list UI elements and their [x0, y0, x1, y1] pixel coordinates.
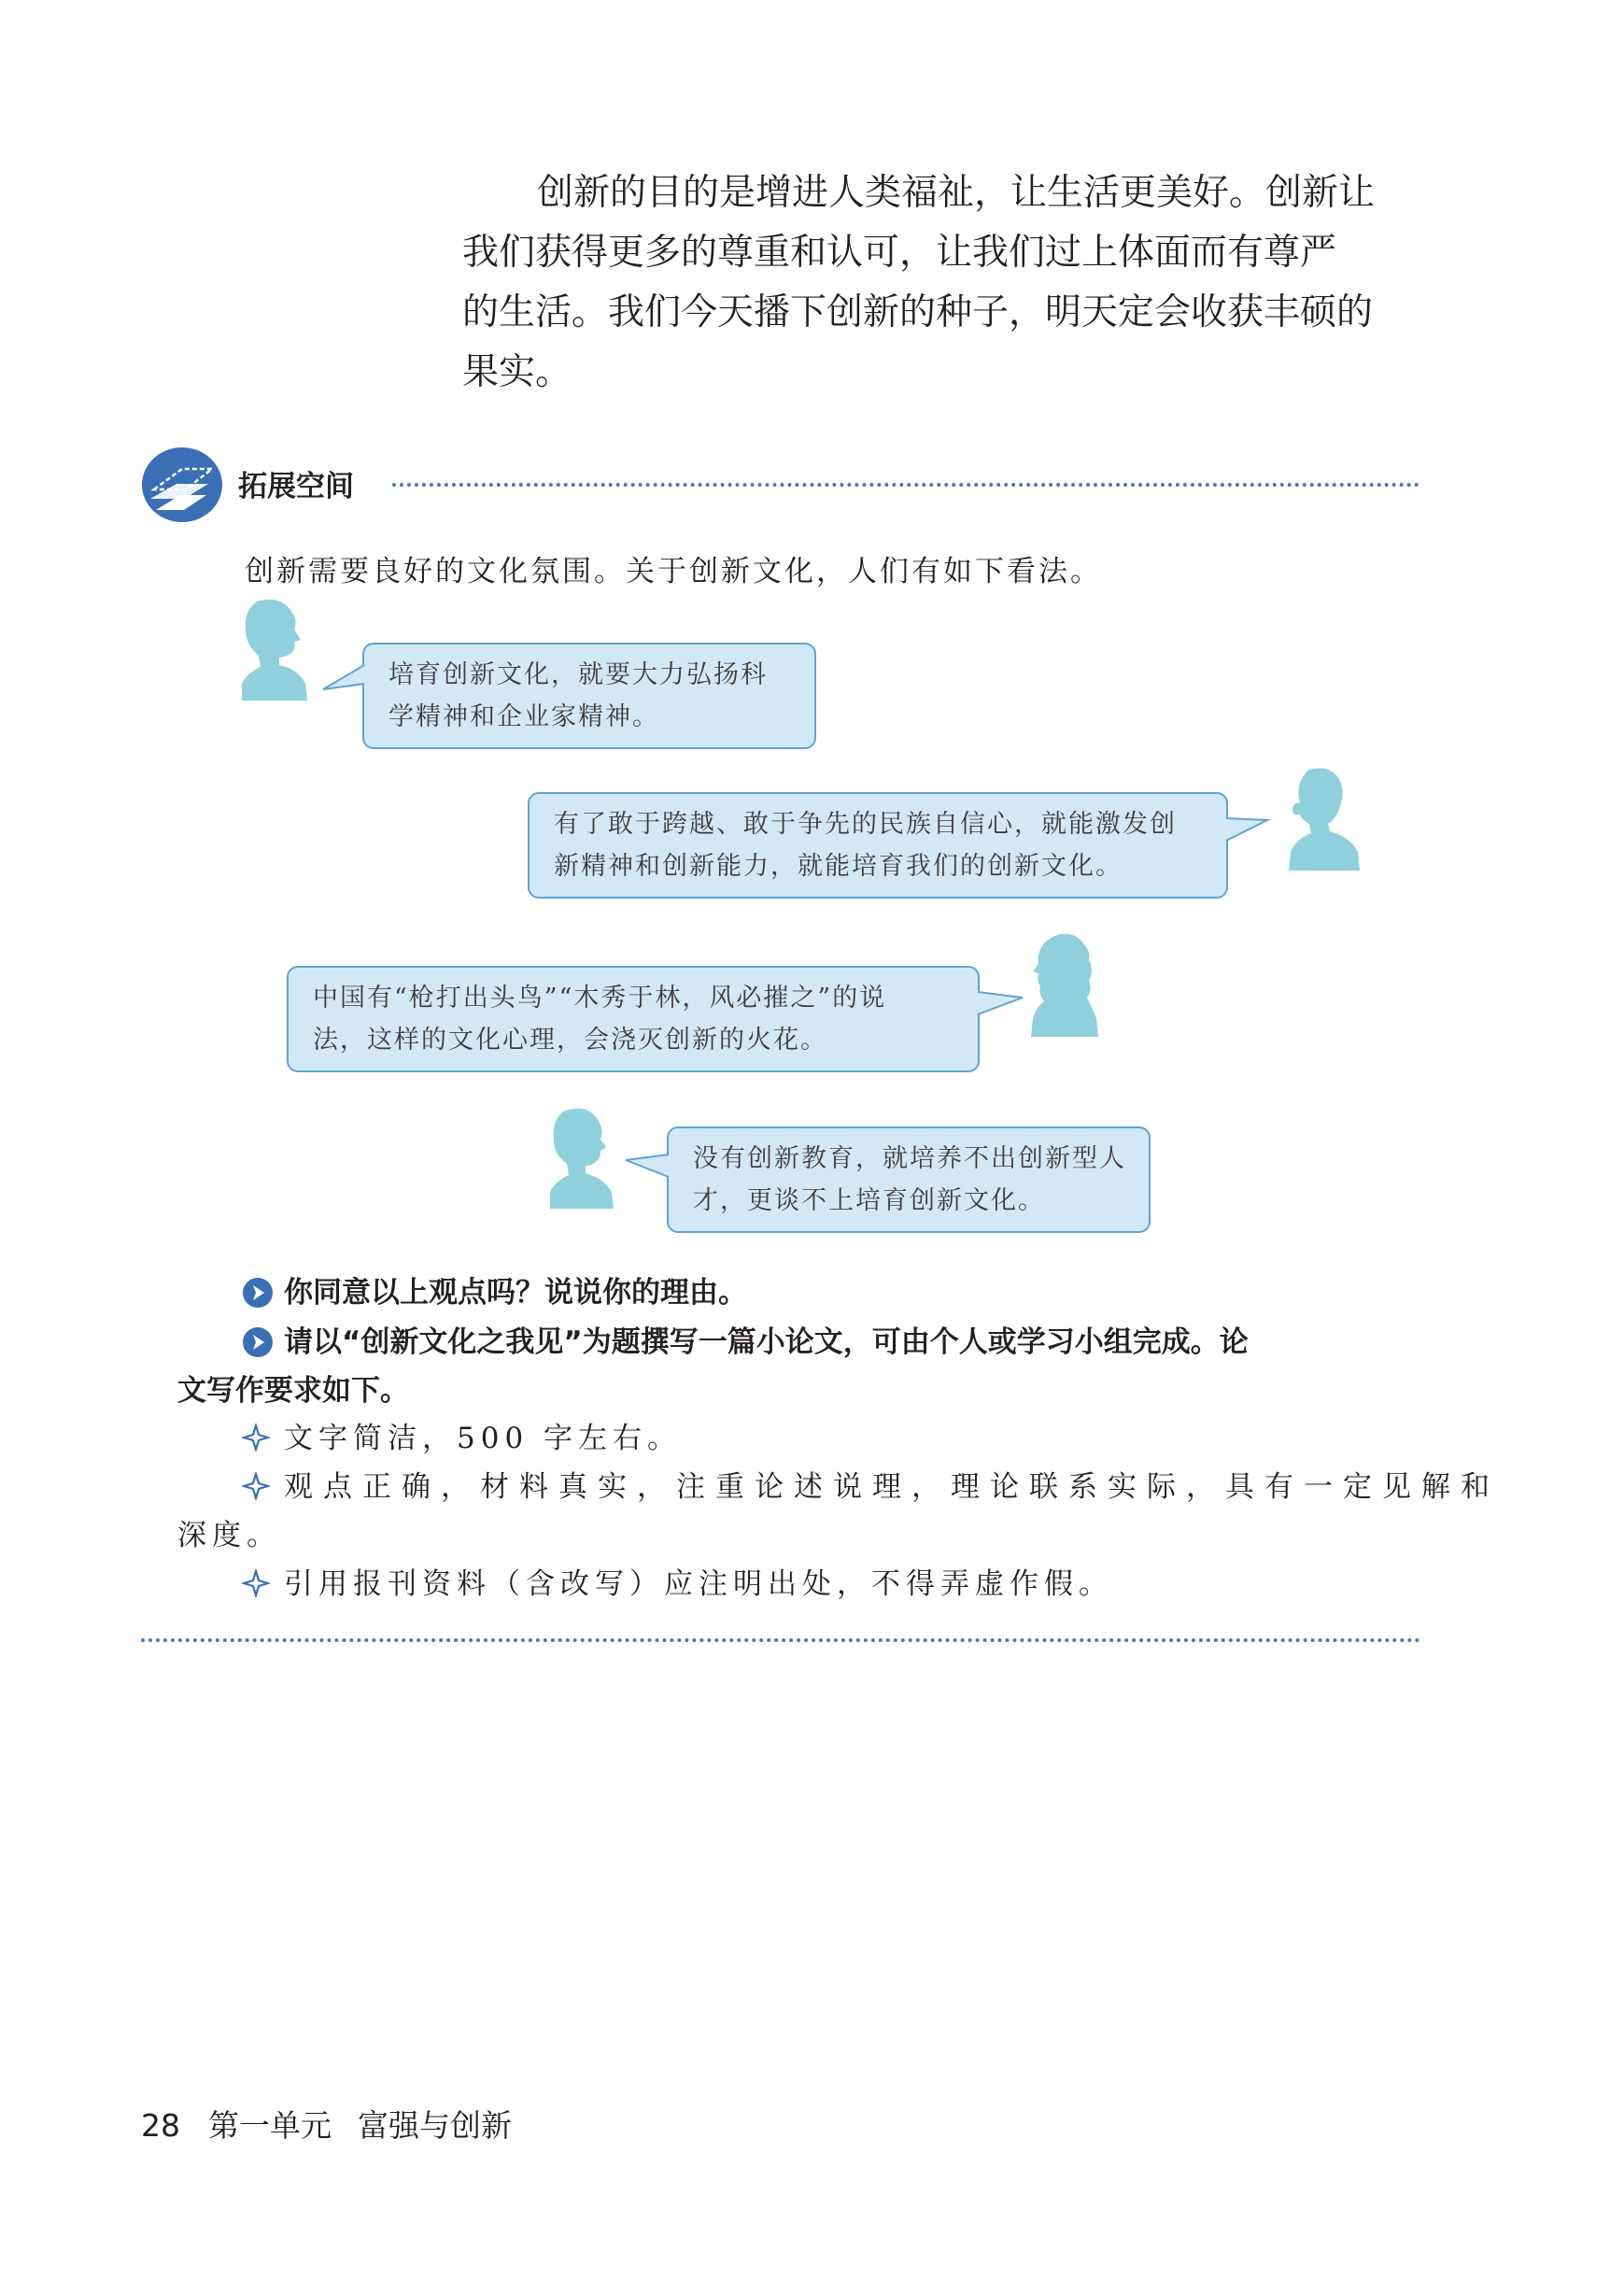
bubble-line: 法，这样的文化心理，会浇灭创新的火花。	[313, 1026, 827, 1055]
speech-bubble	[667, 1126, 1151, 1233]
sparkle-bullet-icon	[242, 1569, 270, 1597]
requirement-item: 引用报刊资料（含改写）应注明出处，不得弄虚作假。	[284, 1567, 1113, 1601]
man-silhouette-icon	[1281, 766, 1362, 871]
speech-bubble	[362, 643, 816, 749]
bubble-tail	[976, 988, 1023, 1022]
bubble-tail	[1224, 815, 1267, 848]
intro-line: 我们获得更多的尊重和认可，让我们过上体面而有尊严	[462, 232, 1337, 274]
sparkle-bullet-icon	[242, 1472, 270, 1500]
boy-silhouette-icon	[546, 1106, 619, 1209]
section-divider-top	[392, 483, 1419, 487]
requirement-item: 文字简洁，500 字左右。	[284, 1422, 683, 1455]
intro-paragraph	[462, 163, 1433, 403]
bubble-line: 中国有“枪打出头鸟”“木秀于林，风必摧之”的说	[313, 984, 887, 1013]
speech-bubble	[528, 792, 1228, 899]
page-footer	[141, 2102, 512, 2146]
bubble-line: 学精神和企业家精神。	[388, 702, 659, 731]
arrow-bullet-icon	[242, 1277, 274, 1309]
requirement-item-continued: 深度。	[177, 1519, 281, 1552]
section-title: 拓展空间	[238, 470, 354, 503]
bubble-tail	[323, 661, 366, 695]
boy-silhouette-icon	[238, 598, 313, 701]
arrow-bullet-icon	[242, 1326, 274, 1358]
task-item: 你同意以上观点吗？说说你的理由。	[284, 1276, 747, 1310]
bubble-line: 才，更谈不上培育创新文化。	[693, 1186, 1045, 1215]
section-divider-bottom	[141, 1638, 1420, 1642]
book-pages-icon	[141, 446, 223, 523]
bubble-line: 新精神和创新能力，就能培育我们的创新文化。	[554, 852, 1123, 881]
girl-silhouette-icon	[1025, 932, 1100, 1037]
page-number: 28	[141, 2107, 180, 2144]
bubble-tail	[626, 1151, 671, 1184]
sparkle-bullet-icon	[242, 1424, 270, 1452]
task-item: 请以“创新文化之我见”为题撰写一篇小论文，可由个人或学习小组完成。论	[284, 1325, 1249, 1359]
intro-line: 的生活。我们今天播下创新的种子，明天定会收获丰硕的	[462, 291, 1374, 333]
intro-line: 果实。	[462, 351, 572, 393]
intro-line: 创新的目的是增进人类福祉，让生活更美好。创新让	[537, 172, 1376, 214]
task-item-continued: 文写作要求如下。	[177, 1374, 409, 1408]
bubble-line: 没有创新教育，就培养不出创新型人	[693, 1144, 1126, 1173]
bubble-line: 有了敢于跨越、敢于争先的民族自信心，就能激发创	[554, 810, 1177, 839]
bubble-line: 培育创新文化，就要大力弘扬科	[388, 660, 768, 689]
unit-label: 第一单元	[208, 2107, 332, 2144]
section-lead: 创新需要良好的文化氛围。关于创新文化，人们有如下看法。	[245, 555, 1102, 588]
requirement-item: 观点正确，材料真实，注重论述说理，理论联系实际，具有一定见解和	[284, 1470, 1500, 1504]
speech-bubble	[287, 966, 980, 1072]
unit-title: 富强与创新	[358, 2107, 512, 2144]
